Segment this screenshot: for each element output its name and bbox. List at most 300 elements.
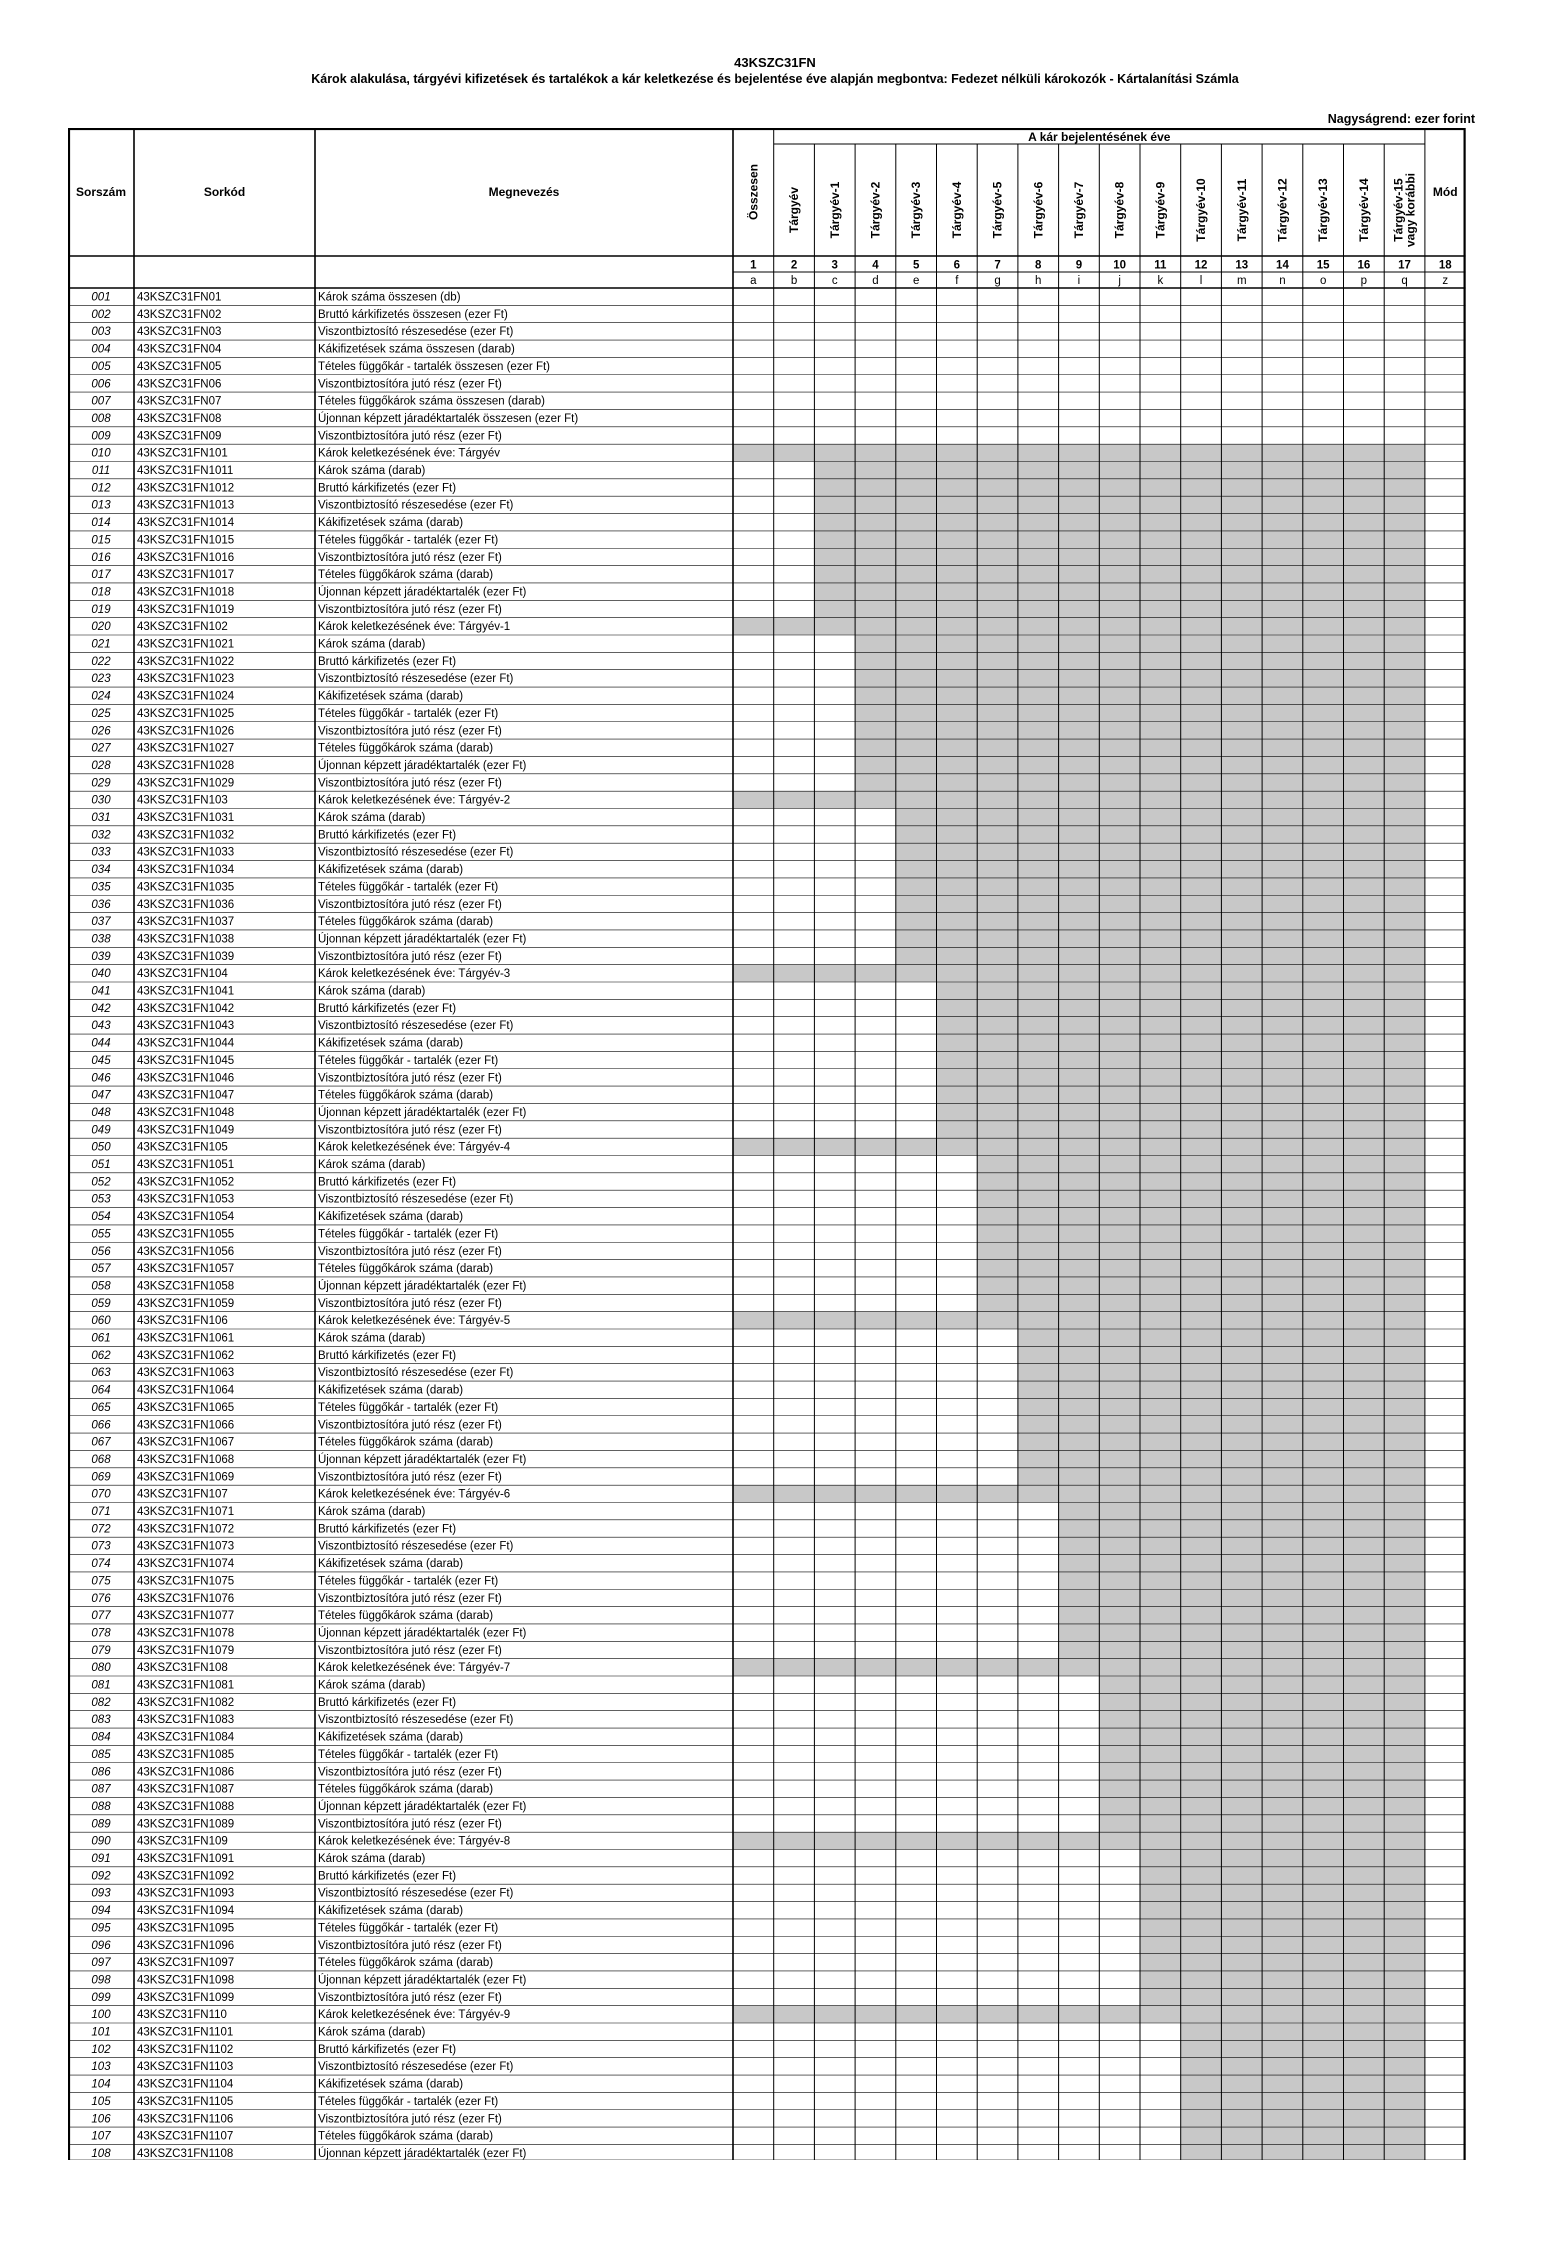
row-code: 43KSZC31FN1103	[137, 2061, 234, 2074]
row-label: Újonnan képzett járadéktartalék (ezer Ft)	[318, 759, 527, 772]
shaded-cell	[896, 809, 1425, 826]
row-code: 43KSZC31FN05	[137, 360, 222, 373]
row-label: Tételes függőkárok száma (darab)	[318, 742, 494, 755]
row-label: Újonnan képzett járadéktartalék (ezer Ft)	[318, 1280, 527, 1293]
row-number: 038	[91, 933, 111, 946]
shaded-cell	[1140, 1971, 1425, 1988]
shaded-cell	[1059, 1607, 1425, 1624]
shaded-cell	[1059, 1537, 1425, 1554]
header-year-col: Tárgyév-13	[1316, 178, 1331, 242]
shaded-cell	[1059, 1641, 1425, 1658]
row-number: 027	[91, 742, 111, 755]
row-code: 43KSZC31FN1016	[137, 551, 235, 564]
row-label: Károk keletkezésének éve: Tárgyév-6	[318, 1488, 511, 1501]
row-label: Bruttó kárkifizetés (ezer Ft)	[318, 1002, 457, 1015]
shaded-cell	[733, 1312, 1425, 1329]
row-number: 069	[91, 1471, 111, 1484]
row-code: 43KSZC31FN1033	[137, 846, 235, 859]
row-label: Újonnan képzett járadéktartalék (ezer Ft)	[318, 933, 527, 946]
shaded-cell	[977, 1156, 1425, 1173]
row-number: 036	[91, 898, 111, 911]
row-code: 43KSZC31FN1108	[137, 2147, 234, 2160]
row-code: 43KSZC31FN1064	[137, 1384, 235, 1397]
row-number: 018	[91, 586, 111, 599]
shaded-cell	[1140, 1936, 1425, 1953]
column-letter: q	[1401, 275, 1408, 287]
row-label: Tételes függőkár - tartalék (ezer Ft)	[318, 534, 499, 547]
header-year-col: Tárgyév-4	[949, 181, 964, 239]
column-letter: g	[994, 275, 1001, 287]
shaded-cell	[896, 895, 1425, 912]
row-code: 43KSZC31FN1062	[137, 1349, 235, 1362]
shaded-cell	[733, 444, 1425, 461]
shaded-cell	[977, 1277, 1425, 1294]
row-number: 095	[91, 1922, 111, 1935]
row-code: 43KSZC31FN107	[137, 1488, 228, 1501]
row-code: 43KSZC31FN1045	[137, 1054, 235, 1067]
header-year-col: Tárgyév-11	[1234, 178, 1249, 242]
row-code: 43KSZC31FN1051	[137, 1159, 235, 1171]
row-label: Újonnan képzett járadéktartalék (ezer Ft)	[318, 2147, 527, 2160]
row-code: 43KSZC31FN1036	[137, 898, 235, 911]
row-code: 43KSZC31FN1052	[137, 1176, 235, 1189]
row-number: 063	[91, 1367, 111, 1380]
row-code: 43KSZC31FN1107	[137, 2130, 234, 2143]
row-code: 43KSZC31FN03	[137, 326, 222, 339]
row-number: 020	[91, 621, 111, 634]
row-label: Károk száma összesen (db)	[318, 291, 461, 304]
row-code: 43KSZC31FN1056	[137, 1245, 235, 1258]
row-code: 43KSZC31FN1065	[137, 1401, 235, 1414]
shaded-cell	[733, 1485, 1425, 1502]
row-label: Tételes függőkárok száma (darab)	[318, 1783, 494, 1796]
row-label: Kákifizetések száma (darab)	[318, 1558, 464, 1571]
row-number: 103	[91, 2061, 111, 2074]
row-number: 006	[91, 378, 111, 391]
row-number: 011	[91, 465, 111, 477]
row-code: 43KSZC31FN1106	[137, 2113, 234, 2126]
row-label: Kákifizetések száma (darab)	[318, 517, 464, 530]
row-label: Károk keletkezésének éve: Tárgyév-4	[318, 1141, 511, 1154]
row-code: 43KSZC31FN1013	[137, 499, 235, 512]
row-code: 43KSZC31FN06	[137, 378, 222, 391]
row-number: 077	[91, 1610, 111, 1623]
row-label: Viszontbiztosítóra jutó rész (ezer Ft)	[318, 1419, 502, 1432]
row-label: Újonnan képzett járadéktartalék (ezer Ft)	[318, 586, 527, 599]
column-letter: m	[1236, 275, 1247, 287]
row-label: Tételes függőkárok száma (darab)	[318, 1957, 494, 1970]
row-number: 070	[91, 1488, 111, 1501]
row-label: Károk száma (darab)	[318, 985, 426, 998]
row-code: 43KSZC31FN1022	[137, 655, 235, 668]
row-label: Bruttó kárkifizetés (ezer Ft)	[318, 2043, 457, 2056]
shaded-cell	[733, 791, 1425, 808]
header-year-col: Tárgyév-1	[827, 181, 842, 239]
row-code: 43KSZC31FN1083	[137, 1714, 235, 1727]
row-code: 43KSZC31FN1061	[137, 1332, 235, 1345]
row-code: 43KSZC31FN1081	[137, 1679, 235, 1692]
row-number: 045	[91, 1054, 111, 1067]
row-code: 43KSZC31FN1057	[137, 1263, 235, 1276]
row-number: 090	[91, 1835, 111, 1848]
row-label: Viszontbiztosítóra jutó rész (ezer Ft)	[318, 1245, 502, 1258]
row-number: 026	[91, 725, 111, 738]
shaded-cell	[1140, 1867, 1425, 1884]
shaded-cell	[1059, 1555, 1425, 1572]
header-year-col: Tárgyév	[787, 186, 802, 234]
row-code: 43KSZC31FN1084	[137, 1731, 235, 1744]
row-code: 43KSZC31FN106	[137, 1315, 228, 1328]
row-code: 43KSZC31FN110	[137, 2009, 227, 2022]
header-year-col: Tárgyév-6	[1031, 181, 1046, 239]
row-code: 43KSZC31FN1072	[137, 1523, 235, 1536]
row-number: 066	[91, 1419, 111, 1432]
shaded-cell	[896, 878, 1425, 895]
row-number: 073	[91, 1540, 111, 1553]
row-code: 43KSZC31FN1088	[137, 1800, 235, 1813]
row-number: 087	[91, 1783, 111, 1796]
header-year-col: Tárgyév-9	[1153, 181, 1168, 239]
row-label: Viszontbiztosítóra jutó rész (ezer Ft)	[318, 1072, 502, 1085]
form-title: Károk alakulása, tárgyévi kifizetések és tartalékok a kár keletkezése és bejelentése éve alapján megbontva: Fedezet nélküli károkozók - Kártalanítási Számla	[311, 72, 1239, 86]
row-label: Kákifizetések száma (darab)	[318, 690, 464, 703]
row-label: Tételes függőkárok száma (darab)	[318, 1610, 494, 1623]
row-code: 43KSZC31FN1096	[137, 1939, 235, 1952]
row-number: 048	[91, 1106, 111, 1119]
row-code: 43KSZC31FN105	[137, 1141, 228, 1154]
row-number: 055	[91, 1228, 111, 1241]
row-label: Viszontbiztosító részesedése (ezer Ft)	[318, 1193, 514, 1206]
row-label: Viszontbiztosítóra jutó rész (ezer Ft)	[318, 551, 502, 564]
row-code: 43KSZC31FN04	[137, 343, 222, 356]
row-code: 43KSZC31FN1078	[137, 1627, 235, 1640]
shaded-cell	[896, 947, 1425, 964]
form-code-title: 43KSZC31FN	[734, 55, 816, 70]
row-code: 43KSZC31FN1049	[137, 1124, 235, 1137]
row-number: 099	[91, 1991, 111, 2004]
row-label: Újonnan képzett járadéktartalék (ezer Ft)	[318, 1974, 527, 1987]
row-code: 43KSZC31FN1099	[137, 1991, 235, 2004]
shaded-cell	[1059, 1624, 1425, 1641]
shaded-cell	[1140, 1850, 1425, 1867]
shaded-cell	[896, 930, 1425, 947]
shaded-cell	[977, 1190, 1425, 1207]
row-number: 101	[91, 2026, 111, 2039]
row-number: 040	[91, 968, 111, 981]
row-number: 084	[91, 1731, 111, 1744]
row-label: Tételes függőkárok száma (darab)	[318, 1263, 494, 1276]
row-code: 43KSZC31FN07	[137, 395, 222, 408]
row-label: Bruttó kárkifizetés összesen (ezer Ft)	[318, 308, 508, 321]
shaded-cell	[814, 548, 1425, 565]
shaded-cell	[814, 600, 1425, 617]
header-year-col: Tárgyév-3	[909, 181, 924, 239]
row-code: 43KSZC31FN1048	[137, 1106, 235, 1119]
row-label: Viszontbiztosító részesedése (ezer Ft)	[318, 1540, 514, 1553]
shaded-cell	[977, 1260, 1425, 1277]
row-number: 033	[91, 846, 111, 859]
row-number: 071	[91, 1506, 111, 1518]
row-code: 43KSZC31FN1027	[137, 742, 235, 755]
row-label: Újonnan képzett járadéktartalék (ezer Ft)	[318, 1453, 527, 1466]
row-number: 025	[91, 707, 111, 720]
column-letter: e	[912, 275, 920, 287]
row-number: 030	[91, 794, 111, 807]
row-label: Újonnan képzett járadéktartalék (ezer Ft)	[318, 1627, 527, 1640]
row-code: 43KSZC31FN1054	[137, 1211, 235, 1224]
shaded-cell	[896, 913, 1425, 930]
row-number: 029	[91, 777, 111, 790]
row-label: Viszontbiztosítóra jutó rész (ezer Ft)	[318, 1592, 502, 1605]
row-number: 023	[91, 673, 111, 686]
row-number: 093	[91, 1887, 111, 1900]
row-label: Tételes függőkár - tartalék (ezer Ft)	[318, 1922, 499, 1935]
row-label: Károk száma (darab)	[318, 1679, 426, 1692]
row-label: Károk száma (darab)	[318, 2026, 426, 2039]
row-code: 43KSZC31FN1025	[137, 707, 235, 720]
shaded-cell	[977, 1208, 1425, 1225]
row-number: 075	[91, 1575, 111, 1588]
header-year-col: Tárgyév-2	[868, 181, 883, 239]
column-number: 14	[1276, 259, 1289, 272]
row-number: 081	[91, 1679, 111, 1692]
row-code: 43KSZC31FN1019	[137, 603, 235, 616]
column-letter: f	[955, 275, 959, 287]
row-code: 43KSZC31FN1077	[137, 1610, 235, 1623]
row-label: Tételes függőkárok száma (darab)	[318, 2130, 494, 2143]
row-number: 096	[91, 1939, 111, 1952]
row-code: 43KSZC31FN1069	[137, 1471, 235, 1484]
row-code: 43KSZC31FN1093	[137, 1887, 235, 1900]
row-code: 43KSZC31FN1092	[137, 1870, 235, 1883]
row-label: Viszontbiztosítóra jutó rész (ezer Ft)	[318, 1644, 502, 1657]
row-label: Újonnan képzett járadéktartalék (ezer Ft)	[318, 1800, 527, 1813]
row-code: 43KSZC31FN1044	[137, 1037, 235, 1050]
column-letter: j	[1118, 275, 1121, 287]
column-number: 15	[1316, 259, 1330, 272]
row-number: 072	[91, 1523, 111, 1536]
row-number: 086	[91, 1766, 111, 1779]
header-year-col: Tárgyév-10	[1194, 178, 1209, 242]
row-label: Kákifizetések száma összesen (darab)	[318, 343, 515, 356]
header-osszesen: Összesen	[746, 163, 761, 221]
row-number: 015	[91, 534, 111, 547]
shaded-cell	[733, 618, 1425, 635]
row-label: Kákifizetések száma (darab)	[318, 2078, 464, 2091]
column-number: 16	[1357, 259, 1371, 272]
row-label: Kákifizetések száma (darab)	[318, 864, 464, 877]
column-letter: l	[1199, 275, 1203, 287]
column-number: 1	[750, 259, 757, 272]
row-label: Viszontbiztosítóra jutó rész (ezer Ft)	[318, 430, 502, 443]
row-code: 43KSZC31FN1059	[137, 1297, 235, 1310]
row-label: Károk keletkezésének éve: Tárgyév-9	[318, 2009, 511, 2022]
header-sorkod: Sorkód	[203, 185, 246, 199]
row-label: Viszontbiztosítóra jutó rész (ezer Ft)	[318, 725, 502, 738]
row-label: Viszontbiztosító részesedése (ezer Ft)	[318, 673, 514, 686]
shaded-cell	[1140, 1884, 1425, 1901]
row-number: 076	[91, 1592, 111, 1605]
row-number: 080	[91, 1662, 111, 1675]
row-label: Tételes függőkárok száma (darab)	[318, 1436, 494, 1449]
row-label: Viszontbiztosító részesedése (ezer Ft)	[318, 1887, 514, 1900]
row-number: 108	[91, 2147, 111, 2160]
row-number: 097	[91, 1957, 111, 1970]
report-grid	[68, 128, 1482, 2160]
row-code: 43KSZC31FN1091	[137, 1853, 235, 1865]
row-label: Tételes függőkár - tartalék (ezer Ft)	[318, 1748, 499, 1761]
column-number: 13	[1235, 259, 1249, 272]
row-code: 43KSZC31FN1029	[137, 777, 235, 790]
row-number: 019	[91, 603, 111, 616]
row-number: 022	[91, 655, 111, 668]
report-table	[68, 128, 1482, 2160]
row-code: 43KSZC31FN1085	[137, 1748, 235, 1761]
shaded-cell	[814, 496, 1425, 513]
row-number: 078	[91, 1627, 111, 1640]
row-label: Kákifizetések száma (darab)	[318, 1037, 464, 1050]
row-label: Tételes függőkár - tartalék összesen (ezer Ft)	[318, 360, 551, 373]
row-number: 085	[91, 1748, 111, 1761]
row-code: 43KSZC31FN103	[137, 794, 228, 807]
row-number: 050	[91, 1141, 111, 1154]
column-number: 12	[1194, 259, 1208, 272]
row-label: Bruttó kárkifizetés (ezer Ft)	[318, 1870, 457, 1883]
shaded-cell	[1140, 1902, 1425, 1919]
shaded-cell	[1059, 1520, 1425, 1537]
row-number: 042	[91, 1002, 111, 1015]
shaded-cell	[896, 861, 1425, 878]
header-megnevezes: Megnevezés	[488, 185, 560, 199]
row-label: Újonnan képzett járadéktartalék (ezer Ft)	[318, 1106, 527, 1119]
row-label: Kákifizetések száma (darab)	[318, 1384, 464, 1397]
row-label: Károk keletkezésének éve: Tárgyév-2	[318, 794, 511, 807]
row-label: Károk száma (darab)	[318, 465, 426, 477]
shaded-cell	[733, 965, 1425, 982]
shaded-cell	[733, 1832, 1425, 1849]
shaded-cell	[814, 566, 1425, 583]
row-label: Kákifizetések száma (darab)	[318, 1905, 464, 1918]
row-code: 43KSZC31FN1024	[137, 690, 235, 703]
row-label: Tételes függőkárok száma (darab)	[318, 569, 494, 582]
header-year-col: Tárgyév-15	[1391, 178, 1406, 242]
row-number: 092	[91, 1870, 111, 1883]
row-number: 079	[91, 1644, 111, 1657]
column-letter: o	[1319, 275, 1327, 287]
row-label: Bruttó kárkifizetés (ezer Ft)	[318, 1349, 457, 1362]
row-code: 43KSZC31FN01	[137, 291, 222, 304]
row-number: 067	[91, 1436, 111, 1449]
row-number: 046	[91, 1072, 111, 1085]
row-number: 017	[91, 569, 111, 582]
row-label: Viszontbiztosító részesedése (ezer Ft)	[318, 326, 514, 339]
row-code: 43KSZC31FN1047	[137, 1089, 235, 1102]
row-code: 43KSZC31FN02	[137, 308, 222, 321]
row-code: 43KSZC31FN1063	[137, 1367, 235, 1380]
row-label: Viszontbiztosítóra jutó rész (ezer Ft)	[318, 603, 502, 616]
row-number: 014	[91, 517, 111, 530]
header-year-col: vagy korábbi	[1403, 172, 1418, 248]
row-number: 100	[91, 2009, 111, 2022]
column-letter: z	[1442, 275, 1449, 287]
row-label: Bruttó kárkifizetés (ezer Ft)	[318, 1696, 457, 1709]
column-letter: p	[1360, 275, 1368, 287]
shaded-cell	[1140, 1954, 1425, 1971]
row-number: 010	[91, 447, 111, 460]
row-code: 43KSZC31FN1034	[137, 864, 235, 877]
row-number: 028	[91, 759, 111, 772]
shaded-cell	[896, 843, 1425, 860]
row-code: 43KSZC31FN1035	[137, 881, 235, 894]
row-number: 002	[91, 308, 111, 321]
shaded-cell	[1140, 1988, 1425, 2005]
column-number: 9	[1075, 259, 1083, 272]
row-number: 005	[91, 360, 111, 373]
row-number: 031	[91, 812, 111, 824]
row-label: Viszontbiztosítóra jutó rész (ezer Ft)	[318, 1766, 502, 1779]
shaded-cell	[733, 2006, 1425, 2023]
row-code: 43KSZC31FN1017	[137, 569, 235, 582]
shaded-cell	[814, 479, 1425, 496]
row-code: 43KSZC31FN08	[137, 412, 222, 425]
row-number: 012	[91, 482, 111, 495]
row-label: Viszontbiztosító részesedése (ezer Ft)	[318, 1020, 514, 1033]
unit-label: Nagyságrend: ezer forint	[1327, 112, 1475, 126]
column-number: 18	[1438, 259, 1452, 272]
row-code: 43KSZC31FN1097	[137, 1957, 235, 1970]
row-number: 061	[91, 1332, 111, 1345]
row-number: 009	[91, 430, 111, 443]
row-label: Tételes függőkárok száma (darab)	[318, 916, 494, 929]
shaded-cell	[977, 1225, 1425, 1242]
row-number: 088	[91, 1800, 111, 1813]
row-label: Viszontbiztosítóra jutó rész (ezer Ft)	[318, 950, 502, 963]
header-year-col: Tárgyév-7	[1071, 181, 1086, 239]
row-label: Viszontbiztosítóra jutó rész (ezer Ft)	[318, 378, 502, 391]
row-number: 043	[91, 1020, 111, 1033]
row-label: Viszontbiztosítóra jutó rész (ezer Ft)	[318, 1297, 502, 1310]
column-letter: n	[1279, 275, 1286, 287]
shaded-cell	[1140, 1919, 1425, 1936]
column-letter: a	[750, 275, 757, 287]
column-number: 4	[872, 259, 879, 272]
row-label: Bruttó kárkifizetés (ezer Ft)	[318, 482, 457, 495]
row-label: Tételes függőkárok száma összesen (darab)	[318, 395, 545, 408]
row-code: 43KSZC31FN1021	[137, 638, 235, 651]
shaded-cell	[977, 1173, 1425, 1190]
row-code: 43KSZC31FN1039	[137, 950, 235, 963]
row-code: 43KSZC31FN102	[137, 621, 228, 634]
row-code: 43KSZC31FN101	[137, 447, 228, 460]
row-code: 43KSZC31FN1086	[137, 1766, 235, 1779]
row-number: 098	[91, 1974, 111, 1987]
row-code: 43KSZC31FN1102	[137, 2043, 234, 2056]
row-label: Károk keletkezésének éve: Tárgyév-5	[318, 1315, 511, 1328]
row-label: Viszontbiztosítóra jutó rész (ezer Ft)	[318, 1818, 502, 1831]
row-number: 094	[91, 1905, 111, 1918]
row-number: 052	[91, 1176, 111, 1189]
column-letter: c	[831, 275, 838, 287]
row-number: 035	[91, 881, 111, 894]
shaded-cell	[1059, 1589, 1425, 1606]
row-code: 43KSZC31FN1074	[137, 1558, 235, 1571]
row-number: 016	[91, 551, 111, 564]
row-label: Tételes függőkár - tartalék (ezer Ft)	[318, 707, 499, 720]
column-number: 8	[1035, 259, 1042, 272]
column-number: 10	[1113, 259, 1127, 272]
row-label: Tételes függőkár - tartalék (ezer Ft)	[318, 1228, 499, 1241]
row-number: 021	[91, 638, 111, 651]
